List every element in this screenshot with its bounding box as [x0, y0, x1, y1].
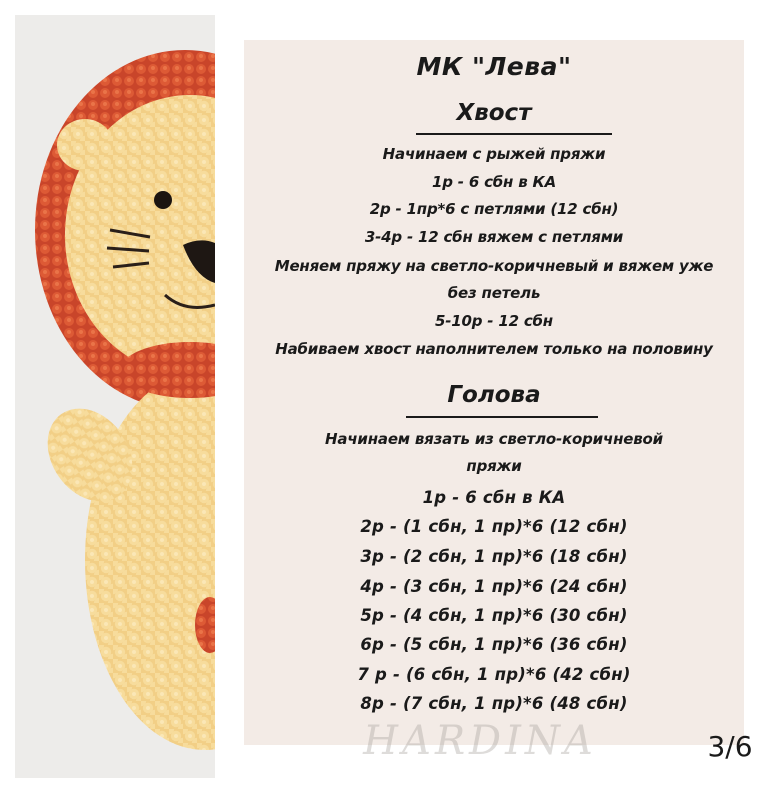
section-heading-tail: Хвост — [456, 100, 532, 126]
watermark: HARDINA — [363, 718, 597, 764]
head-line: 3р - (2 сбн, 1 пр)*6 (18 сбн) — [360, 547, 628, 566]
tail-line: без петель — [447, 284, 541, 302]
page-indicator: 3/6 — [707, 730, 753, 763]
tail-line: 2р - 1пр*6 с петлями (12 сбн) — [369, 200, 619, 218]
crochet-lion-toy-photo-icon — [15, 15, 215, 778]
head-line: 2р - (1 сбн, 1 пр)*6 (12 сбн) — [360, 517, 628, 536]
head-line: 5р - (4 сбн, 1 пр)*6 (30 сбн) — [360, 606, 628, 625]
heading-underline — [406, 416, 598, 418]
tail-line: 5-10р - 12 сбн — [435, 312, 553, 330]
tail-line: Начинаем с рыжей пряжи — [382, 145, 606, 163]
pattern-title: МК "Лева" — [416, 52, 572, 81]
head-line: Начинаем вязать из светло-коричневой — [325, 430, 663, 448]
head-line: 8р - (7 сбн, 1 пр)*6 (48 сбн) — [360, 694, 628, 713]
tail-line: 3-4р - 12 сбн вяжем с петлями — [364, 228, 624, 246]
head-line: 1р - 6 сбн в КА — [422, 488, 566, 507]
tail-line: 1р - 6 сбн в КА — [431, 173, 557, 191]
head-line: 6р - (5 сбн, 1 пр)*6 (36 сбн) — [360, 635, 628, 654]
head-line: 7 р - (6 сбн, 1 пр)*6 (42 сбн) — [357, 665, 631, 684]
lion-toy-photo — [15, 15, 215, 778]
section-heading-head: Голова — [447, 382, 541, 408]
heading-underline — [416, 133, 612, 135]
head-line: пряжи — [466, 457, 522, 475]
tail-line: Меняем пряжу на светло-коричневый и вяжем уже — [274, 257, 714, 275]
tail-line: Набиваем хвост наполнителем только на половину — [275, 340, 713, 358]
pattern-card — [244, 40, 744, 745]
head-line: 4р - (3 сбн, 1 пр)*6 (24 сбн) — [360, 577, 628, 596]
